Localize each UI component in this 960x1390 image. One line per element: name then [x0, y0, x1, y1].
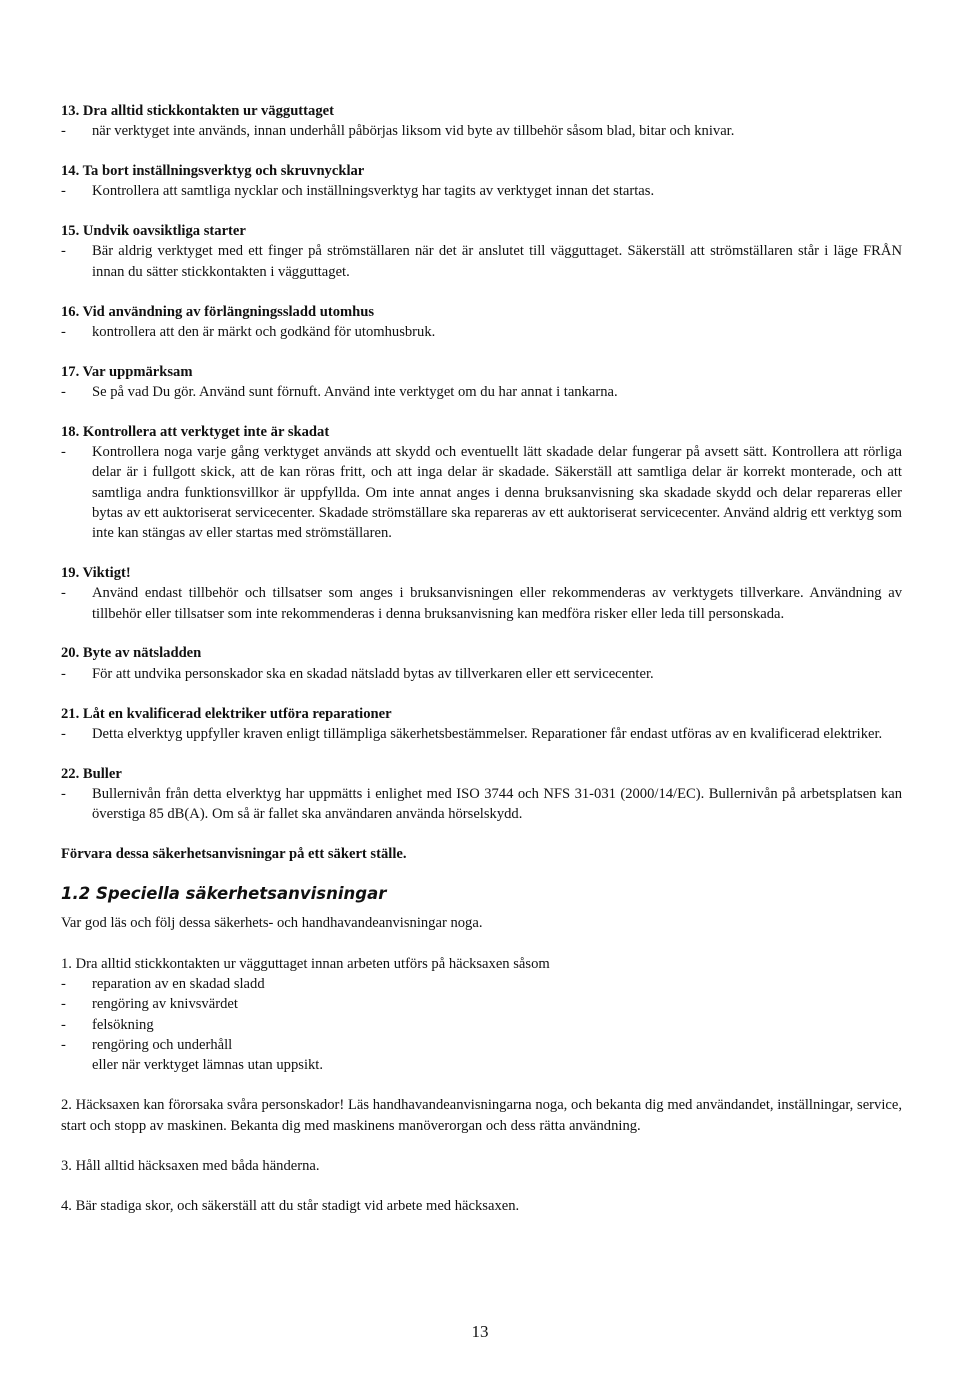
item-text: kontrollera att den är märkt och godkänd för utomhusbruk.: [92, 323, 436, 340]
dash: -: [61, 123, 66, 140]
list-item-text: rengöring av knivsvärdet: [92, 996, 238, 1013]
item-title: 14. Ta bort inställningsverktyg och skruvnycklar: [61, 163, 365, 180]
dash: -: [61, 975, 66, 992]
dash: -: [61, 183, 66, 200]
item-title: 13. Dra alltid stickkontakten ur vägguttaget: [61, 103, 334, 119]
dash: -: [61, 1016, 66, 1033]
instruction-1-tail: eller när verktyget lämnas utan uppsikt.: [92, 1057, 323, 1074]
list-item-text: reparation av en skadad sladd: [92, 975, 265, 992]
dash: -: [61, 444, 66, 461]
item-bullet: [61, 121, 902, 141]
dash: -: [61, 323, 66, 340]
instruction-2: 2. Häcksaxen kan förorsaka svåra personskador! Läs handhavandeanvisningarna noga, och bekanta dig med användandet, inställningar, service, start och stopp av maskinen. Bekanta dig med maskinens manöverorgan och dess rätta användning.: [61, 1097, 902, 1134]
item-text: Detta elverktyg uppfyller kraven enligt tillämpliga säkerhetsbestämmelser. Reparationer får endast utföras av en kvalificerad elektriker.: [92, 725, 883, 742]
item-title: 19. Viktigt!: [61, 565, 131, 582]
item-text: För att undvika personskador ska en skadad nätsladd bytas av tillverkaren eller ett servicecenter.: [92, 665, 654, 682]
item-title: 16. Vid användning av förlängningssladd utomhus: [61, 303, 375, 320]
safety-item-14: [61, 161, 902, 202]
list-item: [61, 1015, 902, 1035]
item-bullet: [61, 382, 902, 402]
safety-item-17: [61, 362, 902, 403]
safety-item-15: [61, 221, 902, 282]
item-bullet: [61, 784, 902, 825]
item-bullet: [61, 583, 902, 624]
safety-item-18: [61, 422, 902, 544]
item-title: 21. Låt en kvalificerad elektriker utföra reparationer: [61, 705, 392, 722]
item-bullet: [61, 724, 902, 744]
section-intro: Var god läs och följ dessa säkerhets- och handhavandeanvisningar noga.: [61, 915, 483, 932]
list-item-text: felsökning: [92, 1016, 154, 1033]
item-text: Kontrollera noga varje gång verktyget används att skydd och eventuellt lätt skadade delar fungerar på avsett sätt. Kontrollera att rörliga delar är i fullgott skick, att de kan röras fritt, och att inga delar är skadade. Säkerställ att samtliga delar är korrekt monterade, och att samtliga andra funktionsvillkor är uppfyllda. Om inte annat anges i denna bruksanvisning ska skadade skydd och delar repareras eller bytas av ett auktoriserat servicecenter. Skadade strömställare ska repareras av ett auktoriserat servicecenter. Använd aldrig ett verktyg som inte kan stängas av eller startas med strömställaren.: [92, 444, 902, 542]
item-title: 15. Undvik oavsiktliga starter: [61, 223, 246, 240]
safety-item-20: [61, 643, 902, 684]
dash: -: [61, 243, 66, 260]
safety-item-13: [61, 101, 902, 142]
item-title: 22. Buller: [61, 765, 122, 782]
item-title: 17. Var uppmärksam: [61, 363, 193, 380]
safety-item-16: [61, 302, 902, 343]
section-heading: 1.2 Speciella säkerhetsanvisningar: [61, 884, 387, 904]
item-text: Bär aldrig verktyget med ett finger på strömställaren när det är anslutet till vägguttaget. Säkerställ att strömställaren står i läge FRÅN innan du sätter stickkontakten i vägguttaget.: [92, 243, 902, 280]
dash: -: [61, 725, 66, 742]
safety-item-19: [61, 563, 902, 624]
item-bullet: [61, 241, 902, 282]
item-bullet: [61, 664, 902, 684]
closing-statement: Förvara dessa säkerhetsanvisningar på ett säkert ställe.: [61, 846, 407, 863]
dash: -: [61, 665, 66, 682]
instruction-3: 3. Håll alltid häcksaxen med båda händerna.: [61, 1157, 320, 1174]
item-bullet: [61, 322, 902, 342]
item-text: Bullernivån från detta elverktyg har uppmätts i enlighet med ISO 3744 och NFS 31-031 (2000/14/EC). Bullernivån på arbetsplatsen kan överstiga 85 dB(A). Om så är fallet ska användaren använda hörselskydd.: [92, 785, 902, 823]
item-text: Kontrollera att samtliga nycklar och inställningsverktyg har tagits av verktyget innan det startas.: [92, 183, 655, 200]
instruction-1: [61, 954, 902, 1076]
instruction-4: 4. Bär stadiga skor, och säkerställ att du står stadigt vid arbete med häcksaxen.: [61, 1198, 520, 1215]
dash: -: [61, 785, 66, 802]
dash: -: [61, 383, 66, 400]
list-item-text: rengöring och underhåll: [92, 1036, 233, 1053]
page-number: 13: [471, 1322, 489, 1341]
safety-item-21: [61, 704, 902, 745]
list-item: [61, 1035, 902, 1055]
instruction-1-lead: 1. Dra alltid stickkontakten ur vägguttaget innan arbeten utförs på häcksaxen såsom: [61, 955, 550, 972]
dash: -: [61, 996, 66, 1013]
item-title: 18. Kontrollera att verktyget inte är skadat: [61, 423, 330, 440]
item-bullet: [61, 442, 902, 543]
safety-item-22: [61, 764, 902, 825]
list-item: [61, 994, 902, 1014]
list-item: [61, 974, 902, 994]
dash: -: [61, 585, 66, 602]
item-text: Se på vad Du gör. Använd sunt förnuft. Använd inte verktyget om du har annat i tankarna.: [92, 383, 618, 400]
item-text: Använd endast tillbehör och tillsatser som anges i bruksanvisningen eller rekommenderas av verktygets tillverkare. Användning av tillbehör eller tillsatser som inte rekommenderas i denna bruksanvisning kan medföra risker eller leda till personskada.: [92, 585, 902, 622]
item-text: när verktyget inte används, innan underhåll påbörjas liksom vid byte av tillbehör såsom blad, bitar och knivar.: [92, 123, 735, 140]
item-title: 20. Byte av nätsladden: [61, 645, 202, 662]
item-bullet: [61, 181, 902, 201]
page-content: [61, 101, 902, 1217]
dash: -: [61, 1036, 66, 1053]
